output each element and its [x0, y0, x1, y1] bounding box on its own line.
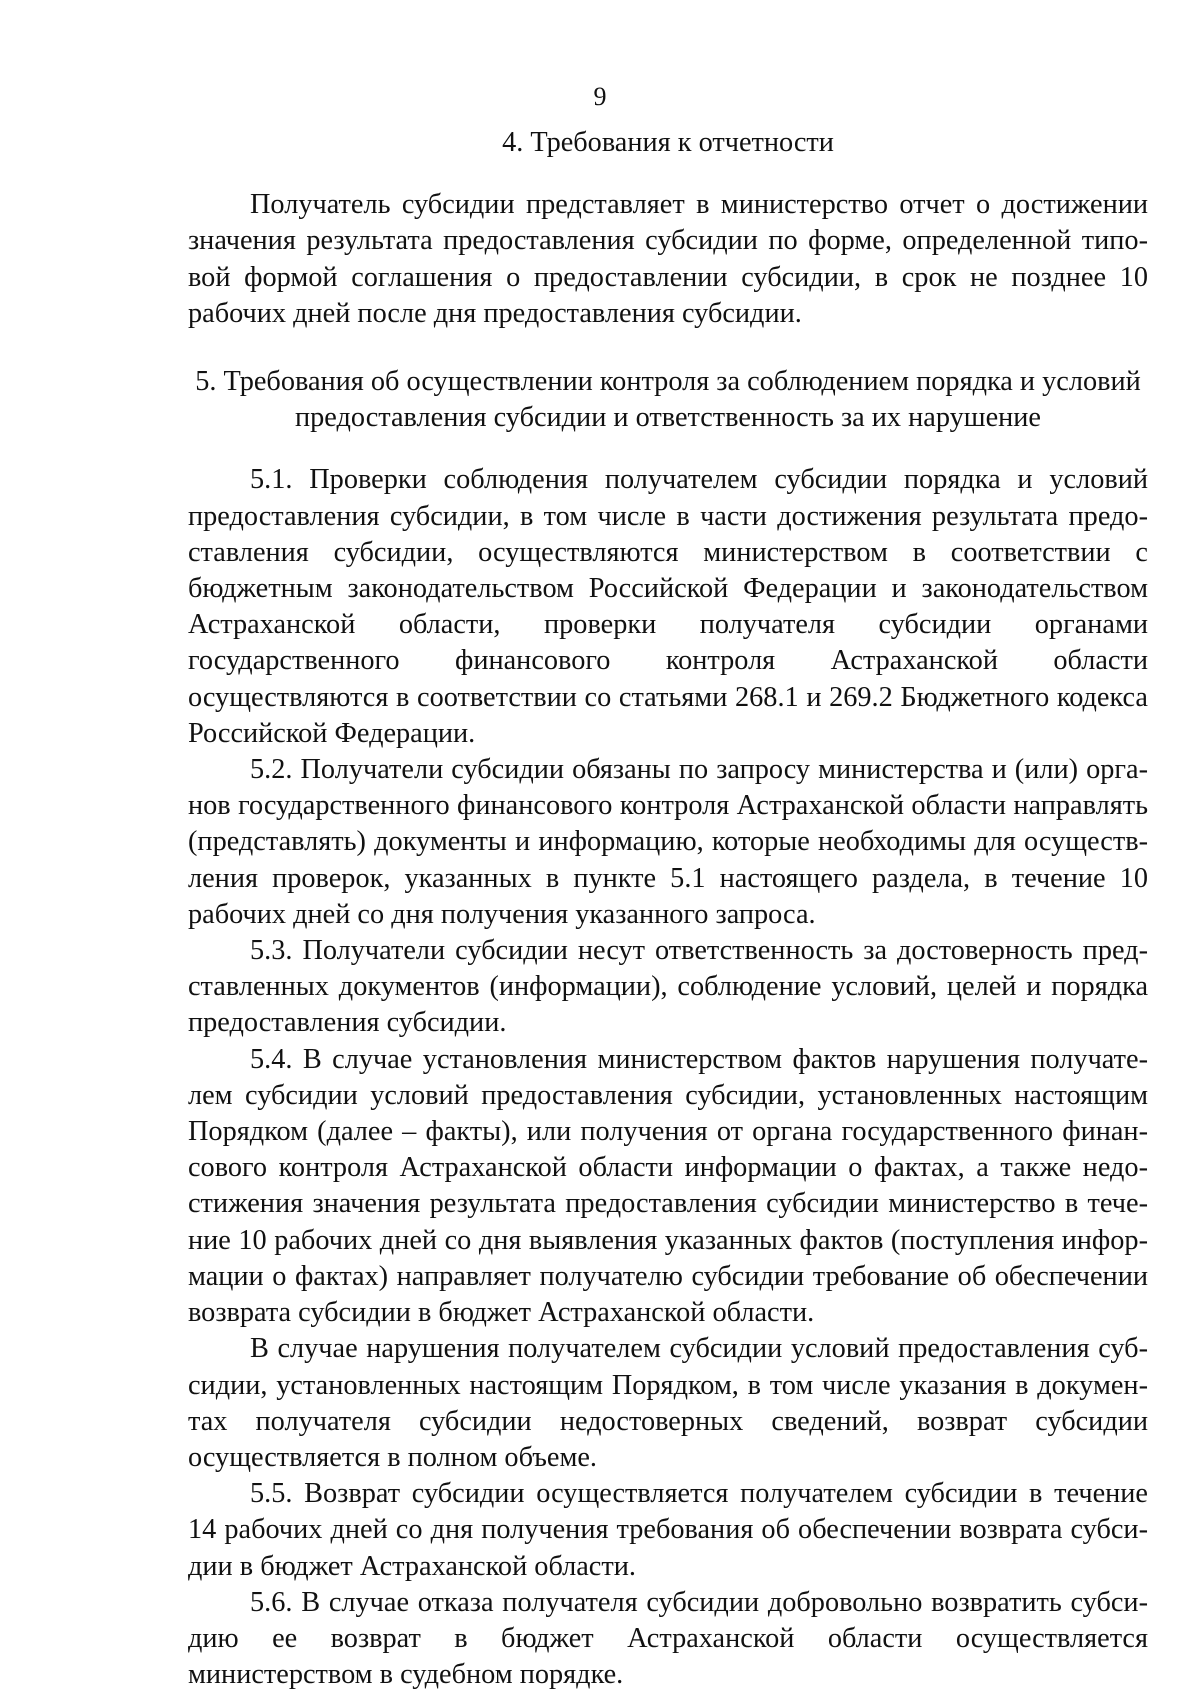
- paragraph-5-6: 5.6. В случае отказа получателя субсидии добровольно возвратить субсидию ее возврат в бюджет Астраханской области осуществляется министерством в судебном порядке.: [188, 1586, 1148, 1691]
- section-5-heading-line-2: предоставления субсидии и ответственность за их нарушение: [295, 402, 1041, 434]
- paragraph-5-5: 5.5. Возврат субсидии осуществляется получателем субсидии в течение 14 рабочих дней со дня получения требования об обеспечении возврата субсидии в бюджет Астраханской области.: [188, 1478, 1148, 1582]
- section-4-paragraph-1: Получатель субсидии представляет в министерство отчет о достижении значения результата предоставления субсидии по форме, определенной типовой формой соглашения о предоставлении субсидии, в срок не позднее 10 рабочих дней после дня предоставления субсидии.: [188, 189, 1148, 329]
- page-number: 9: [593, 82, 607, 111]
- paragraph-5-3: 5.3. Получатели субсидии несут ответственность за достоверность представленных документов (информации), соблюдение условий, целей и порядка предоставления субсидии.: [188, 935, 1148, 1039]
- document-body: [188, 125, 1148, 1693]
- paragraph-5-4-continued: В случае нарушения получателем субсидии условий предоставления субсидии, установленных настоящим Порядком, в том числе указания в документах получателя субсидии недостоверных сведений, возврат субсидии осуществляется в полном объеме.: [188, 1333, 1148, 1473]
- section-5-heading-line-1: 5. Требования об осуществлении контроля за соблюдением порядка и условий: [195, 366, 1141, 398]
- paragraph-5-2: 5.2. Получатели субсидии обязаны по запросу министерства и (или) органов государственного финансового контроля Астраханской области направлять (представлять) документы и информацию, которые необходимы для осуществления проверок, указанных в пункте 5.1 настоящего раздела, в течение 10 рабочих дней со дня получения указанного запроса.: [188, 754, 1148, 930]
- section-5-heading: [188, 364, 1148, 436]
- section-4-heading: 4. Требования к отчетности: [502, 127, 834, 158]
- paragraph-5-1: 5.1. Проверки соблюдения получателем субсидии порядка и условий предоставления субсидии, в том числе в части достижения результата предоставления субсидии, осуществляются министерством в соответствии с бюджетным законодательством Российской Федерации и законодательством Астраханской области, проверки получателя субсидии органами государственного финансового контроля Астраханской области осуществляются в соответствии со статьями 268.1 и 269.2 Бюджетного кодекса Российской Федерации.: [188, 464, 1148, 749]
- paragraph-5-4: 5.4. В случае установления министерством фактов нарушения получателем субсидии условий предоставления субсидии, установленных настоящим Порядком (далее – факты), или получения от органа государственного финансового контроля Астраханской области информации о фактах, а также недостижения значения результата предоставления субсидии министерство в течение 10 рабочих дней со дня выявления указанных фактов (поступления информации о фактах) направляет получателю субсидии требование об обеспечении возврата субсидии в бюджет Астраханской области.: [188, 1043, 1148, 1329]
